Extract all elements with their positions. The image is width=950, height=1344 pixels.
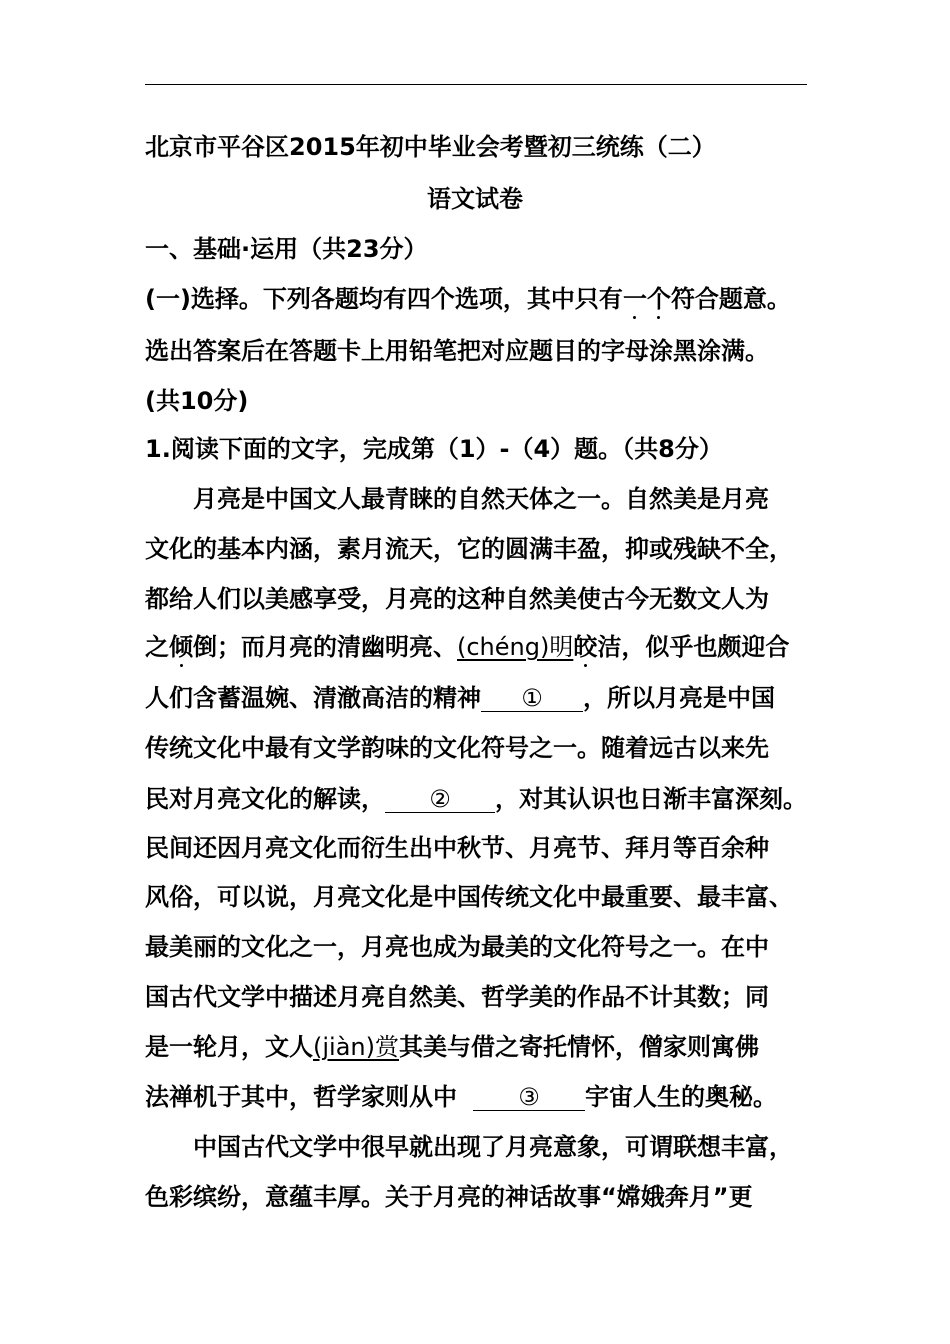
pinyin-underline: (chéng)明	[457, 633, 574, 661]
passage-line: 民间还因月亮文化而衍生出中秋节、月亮节、拜月等百余种	[145, 834, 769, 862]
answer-blank-2: ②	[385, 786, 495, 813]
header-rule	[145, 84, 807, 85]
emphasis-dot-char: 一	[622, 285, 647, 313]
exam-title: 北京市平谷区2015年初中毕业会考暨初三统练（二）	[145, 133, 716, 161]
emphasis-dot-char: 皎	[573, 633, 598, 661]
pinyin-underline: (jiàn)赏	[313, 1033, 399, 1061]
passage-line: 文化的基本内涵，素月流天，它的圆满丰盈，抑或残缺不全，	[145, 535, 793, 563]
exam-subtitle: 语文试卷	[427, 185, 523, 213]
instruction-line-2: 选出答案后在答题卡上用铅笔把对应题目的字母涂黑涂满。	[145, 337, 769, 365]
passage-line: 是一轮月，文人(jiàn)赏其美与借之寄托情怀，僧家则寓佛	[145, 1033, 759, 1061]
passage-line: 最美丽的文化之一，月亮也成为最美的文化符号之一。在中	[145, 933, 769, 961]
instruction-line-1: (一)选择。下列各题均有四个选项，其中只有一个符合题意。	[145, 285, 791, 313]
answer-blank-1: ①	[481, 685, 583, 712]
passage-line: 中国古代文学中很早就出现了月亮意象，可谓联想丰富，	[193, 1133, 793, 1161]
emphasis-dot-char: 个	[646, 285, 671, 313]
passage-line: 色彩缤纷，意蕴丰厚。关于月亮的神话故事“嫦娥奔月”更	[145, 1183, 753, 1211]
section-heading: 一、基础·运用（共23分）	[145, 235, 428, 263]
question-1: 1.阅读下面的文字，完成第（1）-（4）题。（共8分）	[145, 435, 723, 463]
passage-line: 国古代文学中描述月亮自然美、哲学美的作品不计其数；同	[145, 983, 769, 1011]
instruction-line-3: (共10分)	[145, 387, 249, 415]
passage-line: 月亮是中国文人最青睐的自然天体之一。自然美是月亮	[193, 485, 769, 513]
passage-line: 都给人们以美感享受，月亮的这种自然美使古今无数文人为	[145, 585, 769, 613]
passage-line: 风俗，可以说，月亮文化是中国传统文化中最重要、最丰富、	[145, 883, 793, 911]
passage-line: 法禅机于其中，哲学家则从中 ③ 宇宙人生的奥秘。	[145, 1083, 777, 1111]
passage-line: 民对月亮文化的解读， ② ，对其认识也日渐丰富深刻。	[145, 785, 807, 813]
passage-line: 之倾倒；而月亮的清幽明亮、(chéng)明皎洁，似乎也颇迎合	[145, 633, 790, 661]
emphasis-dot-char: 倾	[169, 633, 193, 661]
answer-blank-3: ③	[473, 1084, 585, 1111]
passage-line: 传统文化中最有文学韵味的文化符号之一。随着远古以来先	[145, 734, 769, 762]
passage-line: 人们含蓄温婉、清澈高洁的精神 ① ，所以月亮是中国	[145, 684, 775, 712]
